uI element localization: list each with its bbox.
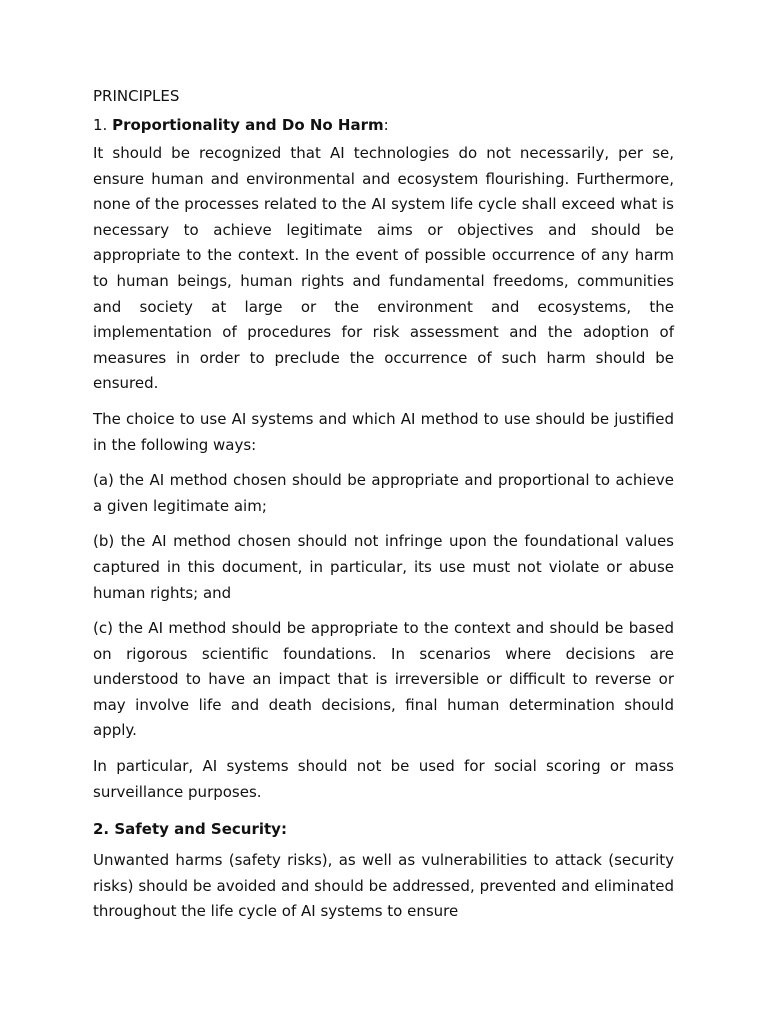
section-1-number: 1. — [93, 116, 108, 134]
section-2-heading: 2. Safety and Security: — [93, 820, 287, 839]
paragraph-proportionality: It should be recognized that AI technologies do not necessarily, per se, ensure human and environmental and ecosystem flourishing. Furthermore, none of the processes related to the AI system life cycle shall exceed what is necessary to achieve legitimate aims or objectives and should be appropriate to the context. In the event of possible occurrence of any harm to human beings, human rights and fundamental freedoms, communities and society at large or the environment and ecosystems, the implementation of procedures for risk assessment and the adoption of measures in order to preclude the occurrence of such harm should be ensured. — [93, 144, 674, 393]
paragraph-social-scoring: In particular, AI systems should not be used for social scoring or mass surveillance purposes. — [93, 757, 674, 801]
list-item-b: (b) the AI method chosen should not infringe upon the foundational values captured in this document, in particular, its use must not violate or abuse human rights; and — [93, 532, 674, 602]
section-1-heading — [93, 115, 674, 135]
document-title: PRINCIPLES — [93, 87, 180, 105]
paragraph-safety-security: Unwanted harms (safety risks), as well as vulnerabilities to attack (security risks) should be avoided and should be addressed, prevented and eliminated throughout the life cycle of AI systems to ensure — [93, 851, 674, 921]
document-page — [93, 86, 674, 925]
list-item-c: (c) the AI method should be appropriate to the context and should be based on rigorous scientific foundations. In scenarios where decisions are understood to have an impact that is irreversible or difficult to reverse or may involve life and death decisions, final human determination should apply. — [93, 619, 674, 740]
section-1-colon: : — [383, 116, 389, 134]
section-1-title: Proportionality and Do No Harm — [112, 116, 384, 134]
list-item-a: (a) the AI method chosen should be appropriate and proportional to achieve a given legitimate aim; — [93, 471, 674, 515]
paragraph-choice-of-ai: The choice to use AI systems and which AI method to use should be justified in the following ways: — [93, 409, 674, 454]
